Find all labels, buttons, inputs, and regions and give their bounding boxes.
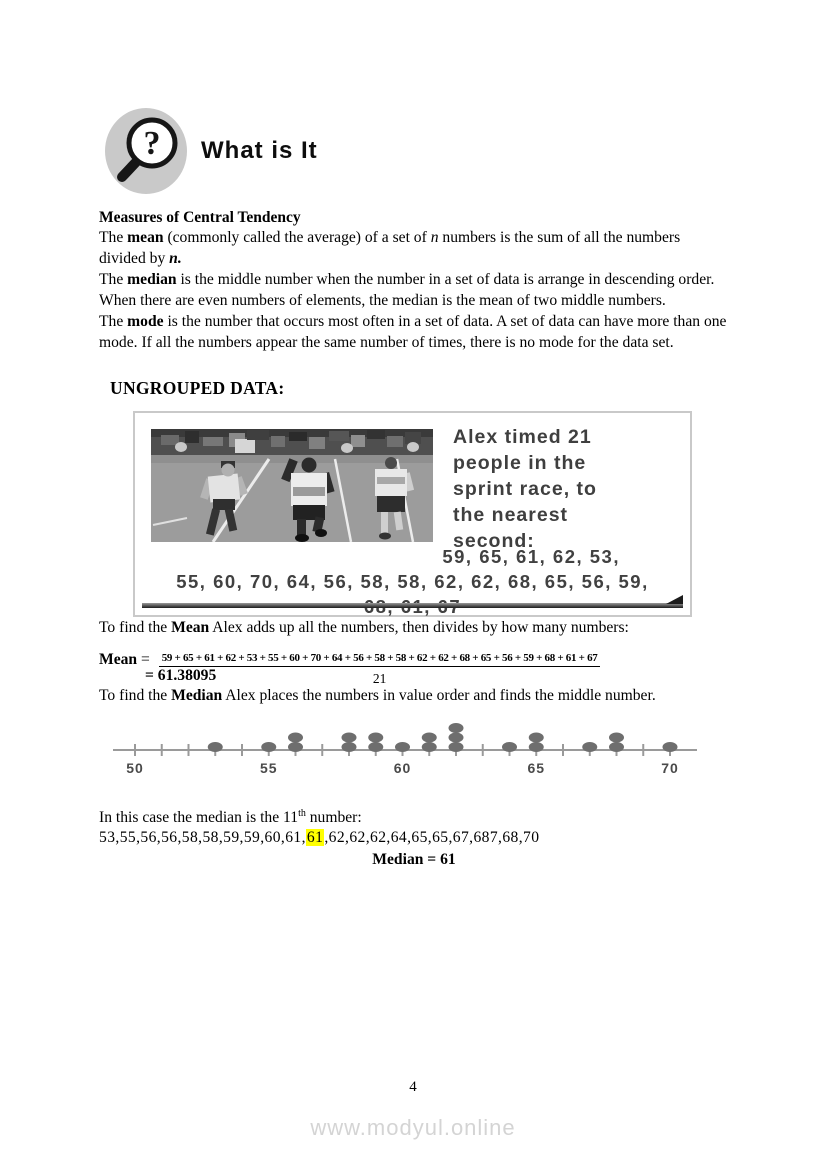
- mean-fraction: [159, 651, 601, 687]
- svg-text:50: 50: [126, 760, 144, 776]
- median-definition-paragraph: The median is the middle number when the number in a set of data is arrange in descending order. When there are even numbers of elements, the median is the mean of two middle numbers.: [99, 271, 715, 309]
- fraction-numerator: 59 + 65 + 61 + 62 + 53 + 55 + 60 + 70 + 64 + 56 + 58 + 58 + 62 + 62 + 68 + 65 + 56 + 59 + 68 + 61 + 67: [159, 651, 601, 667]
- what-is-it-header: [104, 107, 318, 195]
- content-column: [99, 209, 729, 869]
- svg-text:65: 65: [527, 760, 546, 776]
- sprint-example-card: [133, 411, 692, 617]
- median-result: Median = 61: [372, 851, 456, 869]
- mean-result: = 61.38095: [145, 667, 217, 684]
- card-caption: Alex timed 21 people in the sprint race, to the nearest second:: [453, 426, 597, 552]
- dot-plot: [105, 716, 705, 776]
- mean-formula-label: Mean: [99, 651, 138, 668]
- svg-text:60: 60: [393, 760, 412, 776]
- mean-formula: Mean = 59 + 65 + 61 + 62 + 53 + 55 + 60 + 70 + 64 + 56 + 58 + 58 + 62 + 62 + 68 + 65 + 56 + 59 + 68 + 61 + 67 21: [99, 651, 729, 687]
- mean-instructions: To find the Mean Alex adds up all the numbers, then divides by how many numbers:: [99, 619, 629, 636]
- svg-text:55: 55: [259, 760, 278, 776]
- page-number: 4: [409, 1079, 417, 1095]
- median-instructions: To find the Median Alex places the numbers in value order and finds the middle number.: [99, 687, 656, 704]
- watermark: www.modyul.online: [310, 1115, 516, 1140]
- svg-text:70: 70: [661, 760, 679, 776]
- svg-text:?: ?: [143, 125, 161, 162]
- sorted-numbers: 53,55,56,56,58,58,59,59,60,61,61,62,62,62,64,65,65,67,687,68,70: [99, 829, 540, 847]
- fraction-denominator: 21: [372, 671, 387, 686]
- median-highlight: 61: [306, 829, 324, 847]
- magnifier-question-icon: [104, 107, 188, 195]
- mode-definition-paragraph: The mode is the number that occurs most often in a set of data. A set of data can have more than one mode. If all the numbers appear the same number of times, there is no mode for the data set.: [99, 313, 727, 351]
- sprint-race-photo: [151, 429, 433, 542]
- mean-definition-paragraph: The mean (commonly called the average) of a set of n numbers is the sum of all the numbers divided by n.: [99, 229, 681, 267]
- card-times-list: 59, 65, 61, 62, 53, 55, 60, 70, 64, 56, 58, 58, 62, 62, 68, 65, 56, 59,: [176, 546, 649, 592]
- page-title: What is It: [201, 137, 318, 164]
- ungrouped-data-heading: UNGROUPED DATA:: [110, 378, 285, 398]
- median-case-line: In this case the median is the 11th number:: [99, 808, 362, 827]
- section-title: Measures of Central Tendency: [99, 209, 301, 226]
- page-curl-decoration: [142, 603, 683, 608]
